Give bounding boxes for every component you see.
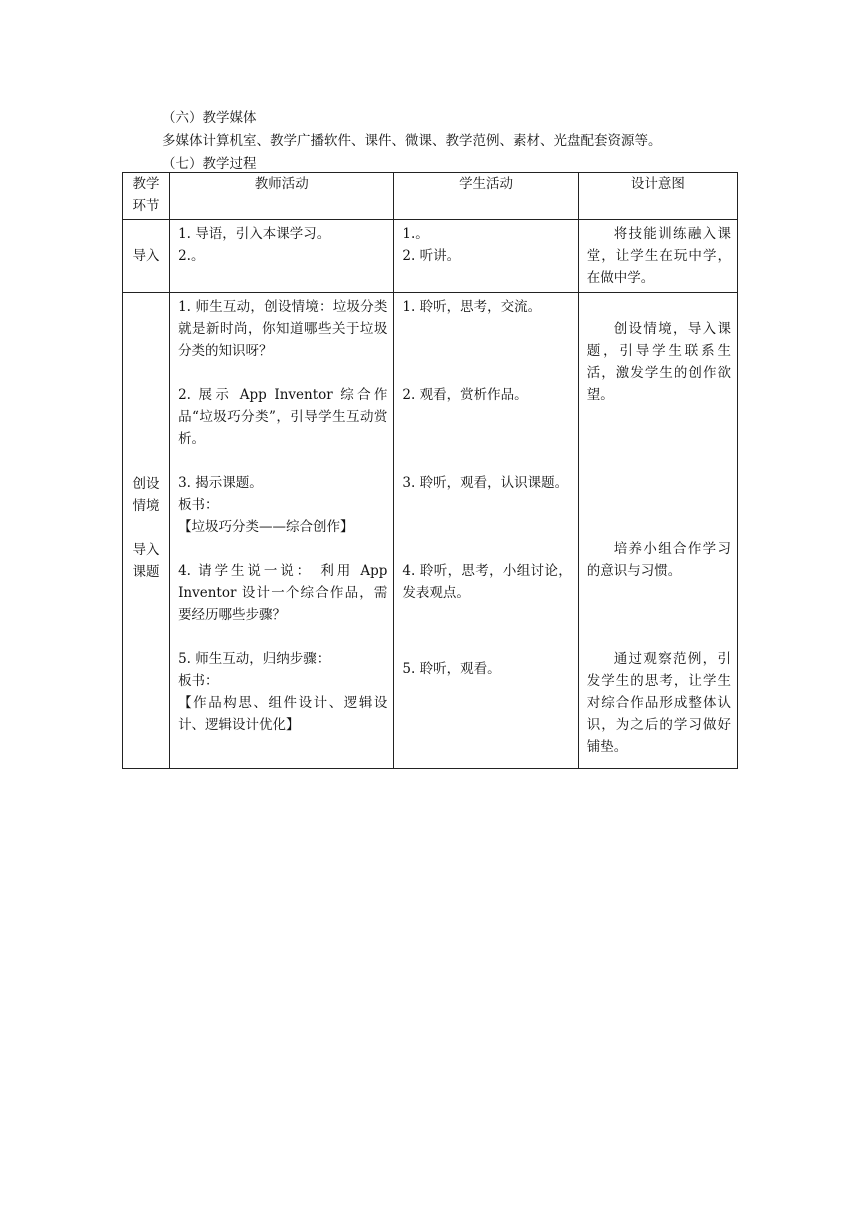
- row2-stage-b-line1: 导入: [132, 542, 160, 558]
- row1-design: [578, 220, 737, 293]
- header-stage-line1: 教学: [132, 176, 160, 192]
- table-row-context: [123, 293, 738, 769]
- row1-student: [394, 220, 578, 293]
- row1-teacher-item1: 1. 导语，引入本课学习。: [178, 226, 331, 242]
- table-row-intro: [123, 220, 738, 293]
- row2-design-item3: 通过观察范例，引发学生的思考，让学生对综合作品形成整体认识，为之后的学习做好铺垫。: [586, 651, 731, 755]
- row2-teacher-item3-title: 【垃圾巧分类——综合创作】: [178, 519, 354, 535]
- row2-teacher-item1: 1. 师生互动，创设情境：垃圾分类就是新时尚，你知道哪些关于垃圾分类的知识呀？: [178, 299, 388, 359]
- row2-student: [394, 293, 578, 769]
- row2-teacher-item2: 2. 展示 App Inventor 综合作品“垃圾巧分类”，引导学生互动赏析。: [178, 387, 388, 447]
- process-heading: （七）教学过程: [162, 156, 257, 172]
- header-stage: [123, 173, 170, 220]
- row1-student-item2: 2. 听讲。: [402, 248, 461, 264]
- header-teacher: 教师活动: [170, 173, 394, 220]
- row2-stage-a-line1: 创设: [132, 476, 160, 492]
- table-header-row: [123, 173, 738, 220]
- row2-teacher-item4: 4. 请学生说一说： 利用 App Inventor 设计一个综合作品，需要经历哪些步骤？: [178, 563, 388, 623]
- row2-stage-a-line2: 情境: [132, 498, 160, 514]
- row2-student-item3: 3. 聆听，观看，认识课题。: [402, 475, 569, 491]
- media-heading: （六）教学媒体: [162, 110, 257, 126]
- row2-student-item1: 1. 聆听，思考，交流。: [402, 299, 542, 315]
- row1-teacher-item2: 2.。: [178, 248, 205, 264]
- media-text: 多媒体计算机室、教学广播软件、课件、微课、教学范例、素材、光盘配套资源等。: [162, 133, 662, 149]
- row2-design-item1: 创设情境，导入课题，引导学生联系生活，激发学生的创作欲望。: [586, 321, 731, 403]
- row1-student-item1: 1.。: [402, 226, 429, 242]
- row2-student-item4: 4. 聆听，思考，小组讨论，发表观点。: [402, 563, 572, 601]
- row2-teacher-item3-board: 板书：: [178, 497, 219, 513]
- row1-design-text: 将技能训练融入课堂，让学生在玩中学，在做中学。: [586, 226, 731, 286]
- row2-student-item5: 5. 聆听，观看。: [402, 661, 501, 677]
- row1-stage: 导入: [123, 220, 170, 293]
- row2-student-item2: 2. 观看，赏析作品。: [402, 387, 528, 403]
- row1-teacher: [170, 220, 394, 293]
- row2-stage-b-line2: 课题: [132, 564, 160, 580]
- row2-teacher-item3: 3. 揭示课题。: [178, 475, 263, 491]
- row2-design-item2: 培养小组合作学习的意识与习惯。: [586, 541, 731, 579]
- teaching-process-table: [122, 172, 738, 769]
- row2-teacher-item5-board: 板书：: [178, 673, 219, 689]
- header-design: 设计意图: [578, 173, 737, 220]
- row2-stage: [123, 293, 170, 769]
- header-student: 学生活动: [394, 173, 578, 220]
- row2-design: [578, 293, 737, 769]
- row2-teacher-item5-steps: 【作品构思、组件设计、逻辑设计、逻辑设计优化】: [178, 695, 388, 733]
- header-stage-line2: 环节: [132, 198, 160, 214]
- row2-teacher-item5: 5. 师生互动，归纳步骤：: [178, 651, 331, 667]
- row2-teacher: [170, 293, 394, 769]
